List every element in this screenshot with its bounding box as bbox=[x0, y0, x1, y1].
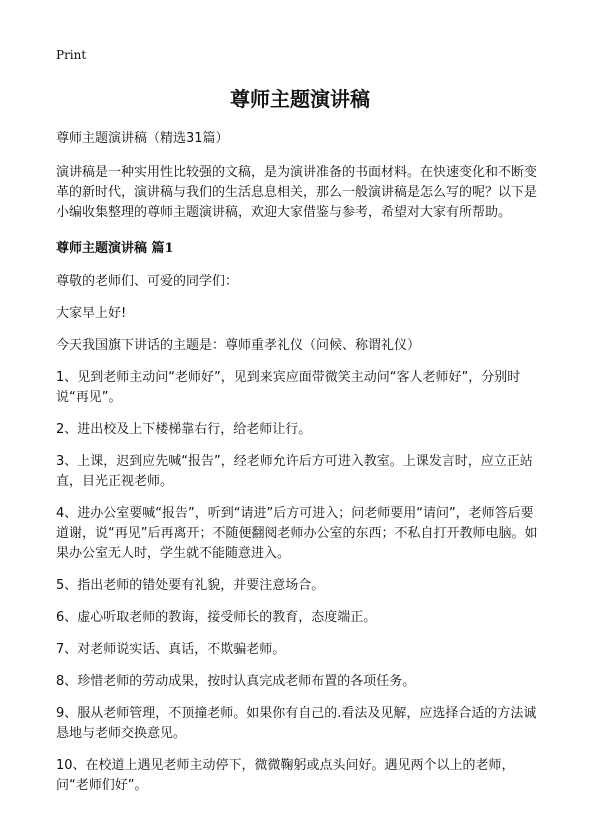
body-paragraph-item-5: 5、指出老师的错处要有礼貌，并要注意场合。 bbox=[56, 578, 325, 593]
body-paragraph-topic: 今天我国旗下讲话的主题是：尊师重孝礼仪（问候、称谓礼仪） bbox=[56, 338, 421, 353]
body-paragraph-item-8: 8、珍惜老师的劳动成果，按时认真完成老师布置的各项任务。 bbox=[56, 674, 416, 689]
intro-paragraph: 演讲稿是一种实用性比较强的文稿，是为演讲准备的书面材料。在快速变化和不断变革的新时代，演讲稿与我们的生活息息相关，那么一般演讲稿是怎么写的呢？以下是小编收集整理的尊师主题演讲稿，欢迎大家借鉴与参考，希望对大家有所帮助。 bbox=[56, 165, 538, 220]
body-paragraph-item-10: 10、在校道上遇见老师主动停下，微微鞠躬或点头问好。遇见两个以上的老师，问“老师们好”。 bbox=[56, 758, 515, 793]
document-title: 尊师主题演讲稿 bbox=[230, 87, 370, 111]
document-subtitle: 尊师主题演讲稿（精选31篇） bbox=[56, 131, 229, 146]
section-heading: 尊师主题演讲稿 篇1 bbox=[56, 241, 174, 256]
body-paragraph-morning: 大家早上好! bbox=[56, 306, 127, 321]
body-paragraph-item-2: 2、进出校及上下楼梯靠右行，给老师让行。 bbox=[56, 422, 312, 437]
print-label: Print bbox=[56, 48, 87, 62]
body-paragraph-item-7: 7、对老师说实话、真话，不欺骗老师。 bbox=[56, 642, 286, 657]
body-paragraph-greeting: 尊敬的老师们、可爱的同学们： bbox=[56, 274, 239, 289]
body-paragraph-item-9: 9、服从老师管理，不顶撞老师。如果你有自己的.看法及见解，应选择合适的方法诚恳地与老师交换意见。 bbox=[56, 706, 537, 741]
body-paragraph-item-1: 1、见到老师主动问“老师好”，见到来宾应面带微笑主动问“客人老师好”，分别时说“再见”。 bbox=[56, 370, 521, 405]
body-paragraph-item-4: 4、进办公室要喊“报告”，听到“请进”后方可进入；问老师要用“请问”，老师答后要道谢，说“再见”后再离开；不随便翻阅老师办公室的东西；不私自打开教师电脑。如果办公室无人时，学生就不能随意进入。 bbox=[56, 506, 538, 561]
body-paragraph-item-3: 3、上课，迟到应先喊“报告”，经老师允许后方可进入教室。上课发言时，应立正站直，目光正视老师。 bbox=[56, 454, 533, 489]
body-paragraph-item-6: 6、虚心听取老师的教诲，接受师长的教育，态度端正。 bbox=[56, 610, 377, 625]
